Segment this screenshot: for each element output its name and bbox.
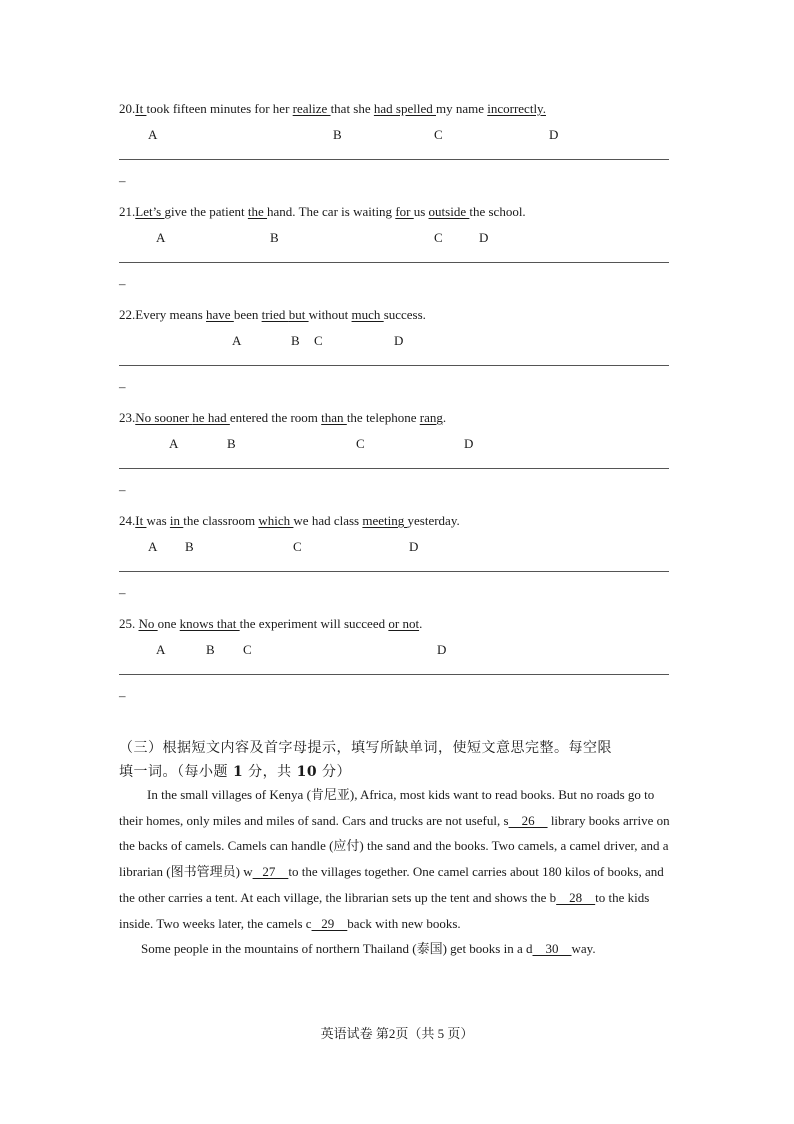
option-letter-b: B (227, 436, 236, 451)
option-letter-d: D (437, 642, 447, 657)
underlined-option: had spelled (373, 101, 436, 116)
answer-line-dash: – (119, 173, 126, 188)
option-letter-c: C (243, 642, 252, 657)
option-letter-b: B (291, 333, 300, 348)
text-segment: 20. (119, 101, 136, 116)
text-segment: the experiment will succeed (239, 616, 389, 631)
option-letter-d: D (479, 230, 489, 245)
question-sentence (119, 101, 546, 117)
text-segment: to the villages together. One camel carries about 180 kilos of books, and the other carries a tent. At each village, the librarian sets up the tent and shows the b (119, 864, 664, 905)
section-title-line-1: （三）根据短文内容及首字母提示，填写所缺单词，使短文意思完整。每空限 (119, 740, 612, 756)
blank-field[interactable]: 28 (556, 889, 596, 905)
option-letters (119, 127, 679, 143)
text-segment: took fifteen minutes for her (146, 101, 293, 116)
underlined-option: tried (261, 307, 289, 322)
underlined-option: but (288, 307, 309, 322)
underlined-option: No sooner (135, 410, 193, 425)
text-segment: that she (330, 101, 374, 116)
underlined-option: or not (388, 616, 420, 631)
passage-paragraph-1 (119, 782, 679, 936)
cloze-passage (119, 782, 679, 962)
section-title-line-2 (119, 760, 679, 784)
text-segment: the classroom (183, 513, 259, 528)
text-segment: yesterday. (407, 513, 460, 528)
answer-line[interactable] (119, 674, 669, 675)
text-segment: been (233, 307, 262, 322)
page-footer: 英语试卷 第2页（共 5 页） (320, 1026, 474, 1041)
underlined-option: It (135, 513, 147, 528)
option-letters (119, 436, 679, 452)
text-segment: . (442, 410, 447, 425)
option-letter-a: A (156, 642, 166, 657)
option-letters (119, 539, 679, 555)
section-title-text: 分，共 (243, 764, 297, 780)
underlined-option: which (258, 513, 294, 528)
underlined-option: outside (428, 204, 470, 219)
answer-line-dash: – (119, 688, 126, 703)
underlined-option: much (351, 307, 384, 322)
blank-field[interactable]: 27 (252, 864, 289, 880)
text-segment: library books arrive on the backs of camels. Camels can handle (应付) the sand and the books. Two camels, a camel driver, and a librarian (图书管理员) w (119, 812, 670, 880)
text-segment: hand. The car is waiting (267, 204, 396, 219)
underlined-option: No (138, 616, 158, 631)
answer-line[interactable] (119, 365, 669, 366)
option-letter-a: A (156, 230, 166, 245)
blank-field[interactable]: 26 (508, 812, 548, 828)
blank-field[interactable]: 30 (532, 941, 572, 957)
option-letter-c: C (314, 333, 323, 348)
option-letter-c: C (434, 127, 443, 142)
section-title (119, 736, 679, 784)
underlined-option: knows that (179, 616, 240, 631)
text-segment: my name (435, 101, 488, 116)
text-segment: to the kids inside. Two weeks later, the camels c (119, 889, 650, 931)
text-segment: one (157, 616, 180, 631)
text-segment: without (308, 307, 352, 322)
option-letters (119, 230, 679, 246)
text-segment: 23. (119, 410, 136, 425)
section-title-score: 1 (232, 764, 244, 780)
text-segment: back with new books. (347, 915, 461, 931)
text-segment: In the small villages of Kenya (肯尼亚), Africa, most kids want to read books. But no roads go to their homes, only miles and miles of sand. Cars and trucks are not useful, s (119, 787, 655, 828)
underlined-option: It (135, 101, 147, 116)
option-letter-a: A (232, 333, 242, 348)
underlined-option: in (169, 513, 184, 528)
answer-line[interactable] (119, 468, 669, 469)
text-segment: Some people in the mountains of northern Thailand (泰国) get books in a d (141, 941, 533, 957)
blank-field[interactable]: 29 (311, 915, 348, 931)
option-letter-b: B (185, 539, 194, 554)
underlined-option: rang (419, 410, 443, 425)
text-segment: the school. (469, 204, 526, 219)
text-segment: way. (571, 941, 596, 957)
text-segment: give the patient (164, 204, 248, 219)
answer-line-dash: – (119, 379, 126, 394)
question-sentence (119, 616, 422, 632)
option-letter-b: B (270, 230, 279, 245)
option-letter-a: A (169, 436, 179, 451)
option-letter-d: D (394, 333, 404, 348)
option-letter-c: C (356, 436, 365, 451)
option-letter-a: A (148, 127, 158, 142)
passage-paragraph-2 (119, 936, 679, 962)
underlined-option: he had (192, 410, 230, 425)
answer-line-dash: – (119, 276, 126, 291)
option-letter-d: D (409, 539, 419, 554)
answer-line-dash: – (119, 482, 126, 497)
underlined-option: than (321, 410, 347, 425)
answer-line[interactable] (119, 159, 669, 160)
text-segment: success. (383, 307, 426, 322)
section-title-text: 填一词。（每小题 (119, 764, 233, 780)
underlined-option: meeting (362, 513, 408, 528)
text-segment: 24. (119, 513, 136, 528)
text-segment: . (419, 616, 423, 631)
section-title-total: 10 (296, 764, 318, 780)
text-segment: was (146, 513, 170, 528)
option-letter-c: C (434, 230, 443, 245)
option-letter-b: B (333, 127, 342, 142)
text-segment: 22.Every means (119, 307, 207, 322)
option-letter-d: D (549, 127, 559, 142)
underlined-option: realize (292, 101, 331, 116)
underlined-option: have (206, 307, 234, 322)
option-letters (119, 642, 679, 658)
section-title-text: 分） (317, 764, 352, 780)
question-sentence (119, 204, 526, 220)
underlined-option: the (247, 204, 268, 219)
option-letter-a: A (148, 539, 158, 554)
underlined-option: for (395, 204, 414, 219)
underlined-option: incorrectly. (487, 101, 546, 116)
underlined-option: Let’s (135, 204, 165, 219)
answer-line[interactable] (119, 262, 669, 263)
question-sentence (119, 307, 426, 323)
text-segment: the telephone (346, 410, 420, 425)
option-letters (119, 333, 679, 349)
option-letter-c: C (293, 539, 302, 554)
text-segment: we had class (293, 513, 363, 528)
answer-line-dash: – (119, 585, 126, 600)
answer-line[interactable] (119, 571, 669, 572)
text-segment: us (413, 204, 429, 219)
question-sentence (119, 410, 446, 426)
option-letter-d: D (464, 436, 474, 451)
text-segment: 25. (119, 616, 139, 631)
text-segment: 21. (119, 204, 136, 219)
question-sentence (119, 513, 460, 529)
text-segment: entered the room (229, 410, 322, 425)
option-letter-b: B (206, 642, 215, 657)
